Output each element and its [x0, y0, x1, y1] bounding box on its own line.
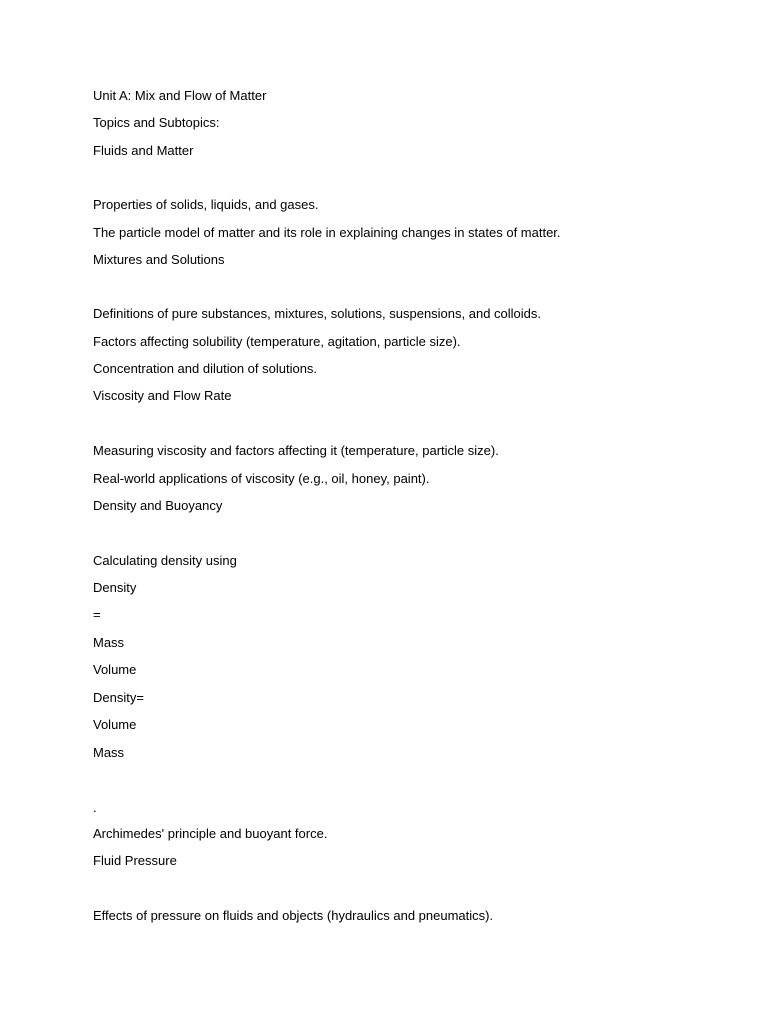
- text-line: Real-world applications of viscosity (e.g., oil, honey, paint).: [93, 471, 430, 486]
- text-line: Archimedes' principle and buoyant force.: [93, 826, 328, 841]
- section-heading-viscosity: Viscosity and Flow Rate: [93, 388, 232, 403]
- unit-title: Unit A: Mix and Flow of Matter: [93, 88, 267, 103]
- text-line: The particle model of matter and its role in explaining changes in states of matter.: [93, 225, 561, 240]
- formula-line: Density: [93, 580, 137, 595]
- section-heading-fluids: Fluids and Matter: [93, 143, 194, 158]
- text-line: Measuring viscosity and factors affecting it (temperature, particle size).: [93, 443, 499, 458]
- text-line: Calculating density using: [93, 553, 237, 568]
- text-line: .: [93, 800, 97, 815]
- formula-line: Volume: [93, 662, 137, 677]
- text-line: Properties of solids, liquids, and gases.: [93, 197, 319, 212]
- text-line: Concentration and dilution of solutions.: [93, 361, 318, 376]
- topics-heading: Topics and Subtopics:: [93, 115, 220, 130]
- formula-line: Density=: [93, 690, 144, 705]
- formula-line: Mass: [93, 745, 125, 760]
- section-heading-mixtures: Mixtures and Solutions: [93, 252, 225, 267]
- section-heading-density: Density and Buoyancy: [93, 498, 223, 513]
- formula-line: Volume: [93, 717, 137, 732]
- formula-line: =: [93, 607, 101, 622]
- text-line: Effects of pressure on fluids and objects (hydraulics and pneumatics).: [93, 908, 494, 923]
- text-line: Factors affecting solubility (temperature, agitation, particle size).: [93, 334, 461, 349]
- section-heading-pressure: Fluid Pressure: [93, 853, 177, 868]
- formula-line: Mass: [93, 635, 125, 650]
- text-line: Definitions of pure substances, mixtures, solutions, suspensions, and colloids.: [93, 306, 542, 321]
